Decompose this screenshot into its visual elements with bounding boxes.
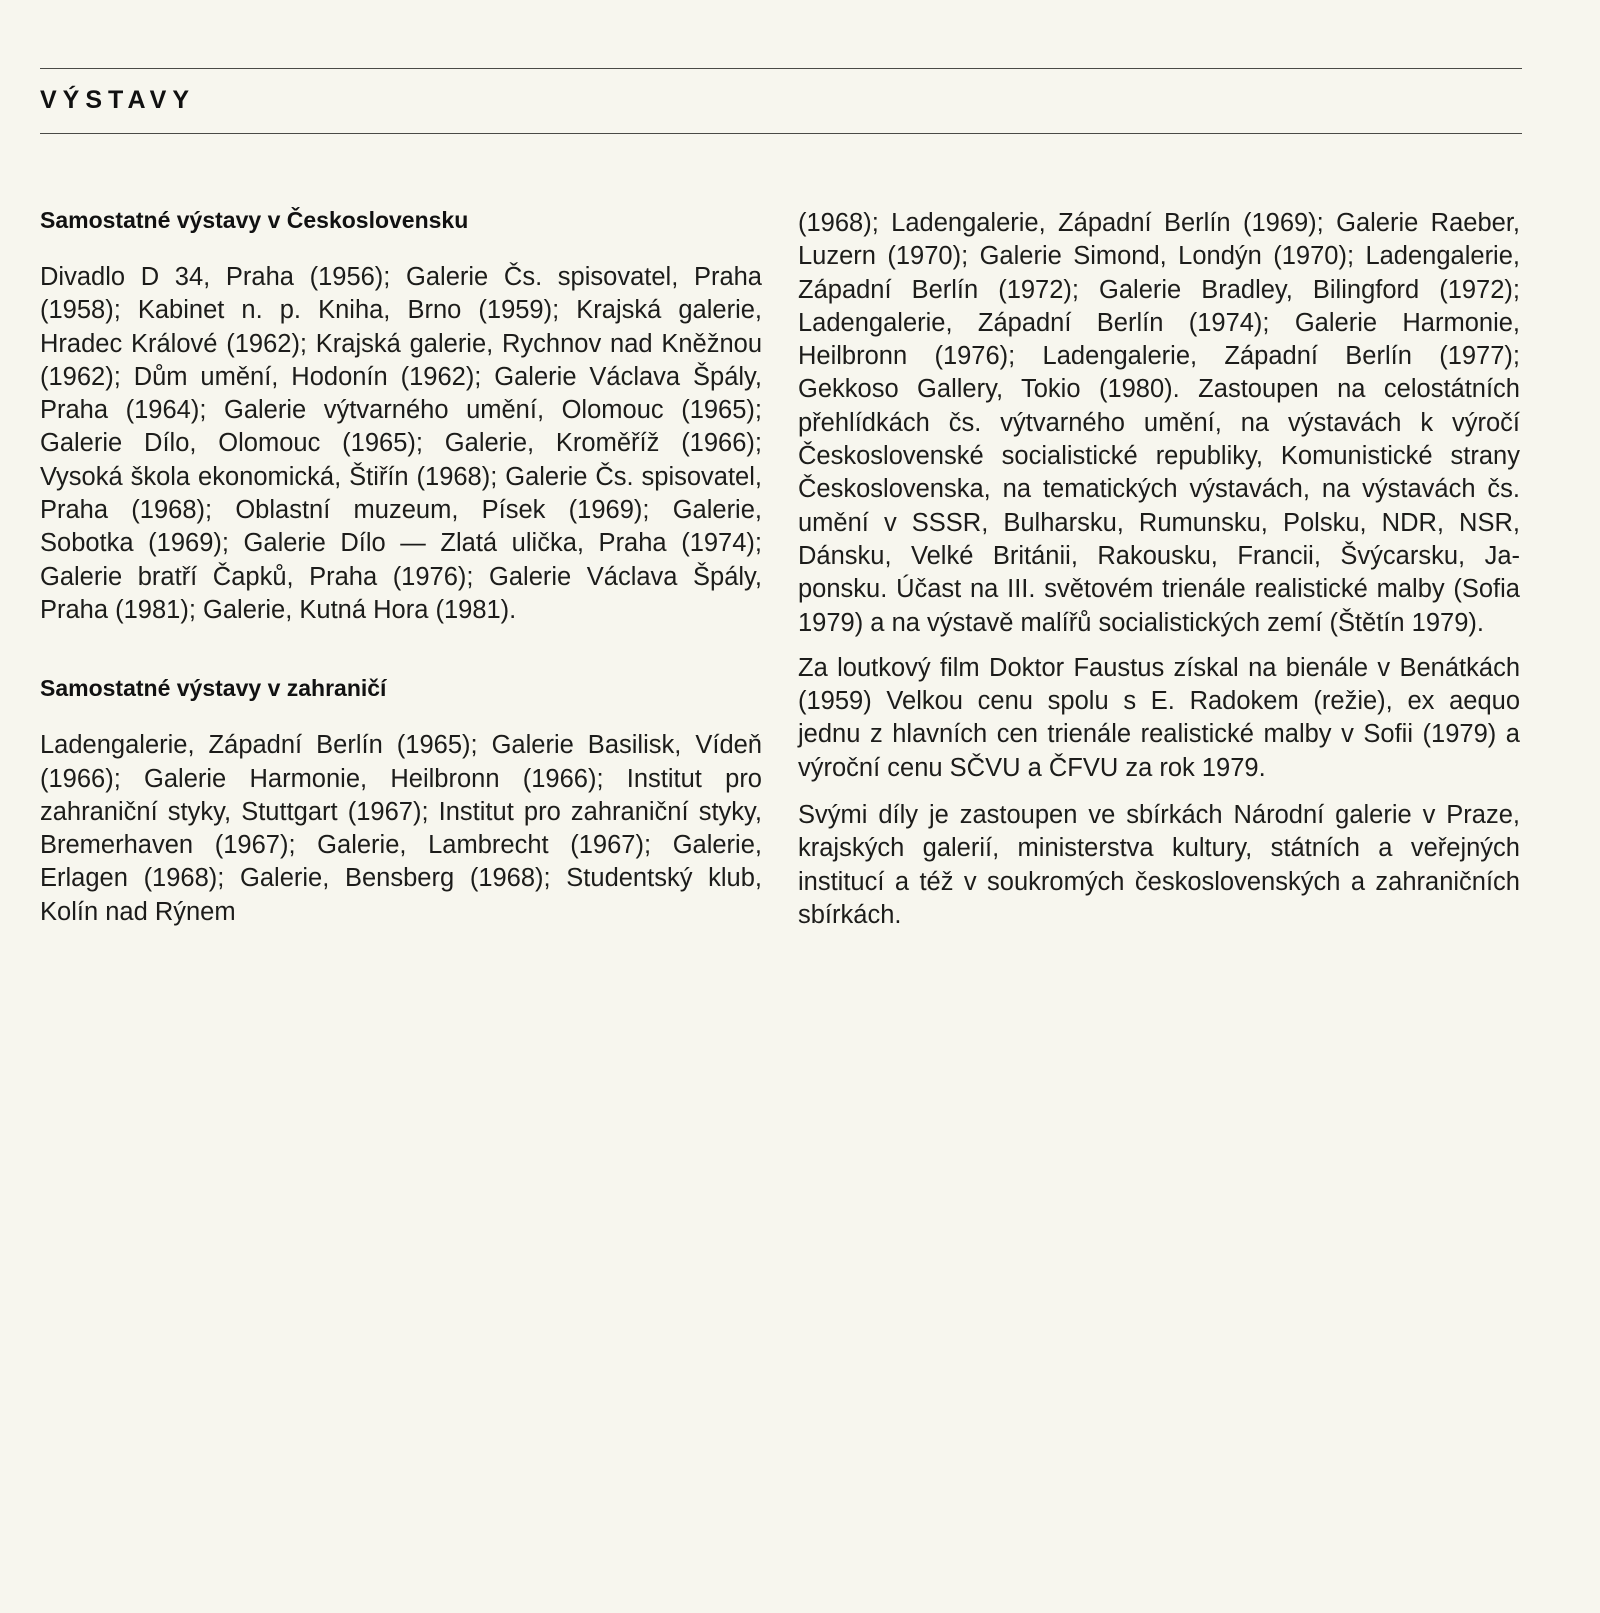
top-rule: [40, 68, 1522, 69]
paragraph-abroad-continuation: (1968); Ladengalerie, Západní Berlín (1969); Galerie Raeber, Luzern (1970); Galerie Simond, Londýn (1970); Ladengalerie, Západní Berlín (1972); Galerie Bradley, Bilingford (1972); Ladengalerie, Západní Berlín (1974); Galerie Harmonie, Heilbronn (1976); Ladengalerie, Západní Berlín (1977); Gekkoso Gallery, Tokio (1980). Zastoupen na celostátních přehlídkách čs. výtvarného umění, na výstavách k výročí Československé socialistické republiky, Komunistické strany Československa, na tematických výstavách, na výstavách čs. umění v SSSR, Bulharsku, Rumunsku, Polsku, NDR, NSR, Dánsku, Velké Británii, Rakousku, Francii, Švýcarsku, Japonsku. Účast na III. světovém trienále realistické malby (Sofia 1979) a na výstavě malířů socialistických zemí (Štětín 1979).: [798, 209, 1520, 637]
paragraph-awards: Za loutkový film Doktor Faustus získal na bienále v Benátkách (1959) Velkou cenu spolu s E. Radokem (režie), ex aequo jednu z hlavních cen trienále realistické malby v Sofii (1979) a výroční cenu SČVU a ČFVU za rok 1979.: [798, 653, 1520, 782]
left-column: [40, 205, 762, 929]
paragraph-solo-czechoslovakia: Divadlo D 34, Praha (1956); Galerie Čs. spisovatel, Praha (1958); Kabinet n. p. Kniha, Brno (1959); Krajská galerie, Hradec Králové (1962); Krajská galerie, Rychnov nad Kněžnou (1962); Dům umění, Hodonín (1962); Galerie Václava Špály, Praha (1964); Galerie výtvarného umění, Olomouc (1965); Galerie Dílo, Olomouc (1965); Galerie, Kroměříž (1966); Vysoká škola ekonomická, Štiřín (1968); Galerie Čs. spisovatel, Praha (1968); Oblastní muzeum, Písek (1969); Galerie, Sobotka (1969); Galerie Dílo — Zlatá ulička, Praha (1974); Galerie bratří Čapků, Praha (1976); Galerie Václava Špály, Praha (1981); Galerie, Kutná Hora (1981).: [40, 263, 762, 624]
paragraph-solo-abroad: Ladengalerie, Západní Berlín (1965); Galerie Basilisk, Vídeň (1966); Galerie Harmonie, Heilbronn (1966); Institut pro zahraniční styky, Stuttgart (1967); Institut pro zahraniční styky, Bremerhaven (1967); Galerie, Lambrecht (1967); Galerie, Erlagen (1968); Galerie, Bensberg (1968); Studentský klub, Kolín nad Rýnem: [40, 731, 762, 926]
paragraph-collections: Svými díly je zastoupen ve sbírkách Národní galerie v Praze, krajských galerií, ministerstva kultury, státních a veřejných institucí a též v soukromých československých a zahraničních sbírkách.: [798, 801, 1520, 929]
heading-solo-abroad: Samostatné výstavy v zahraničí: [40, 675, 387, 702]
right-column: [798, 207, 1520, 932]
section-title: VÝSTAVY: [40, 86, 195, 114]
bottom-rule: [40, 133, 1522, 134]
heading-solo-czechoslovakia: Samostatné výstavy v Československu: [40, 207, 469, 233]
